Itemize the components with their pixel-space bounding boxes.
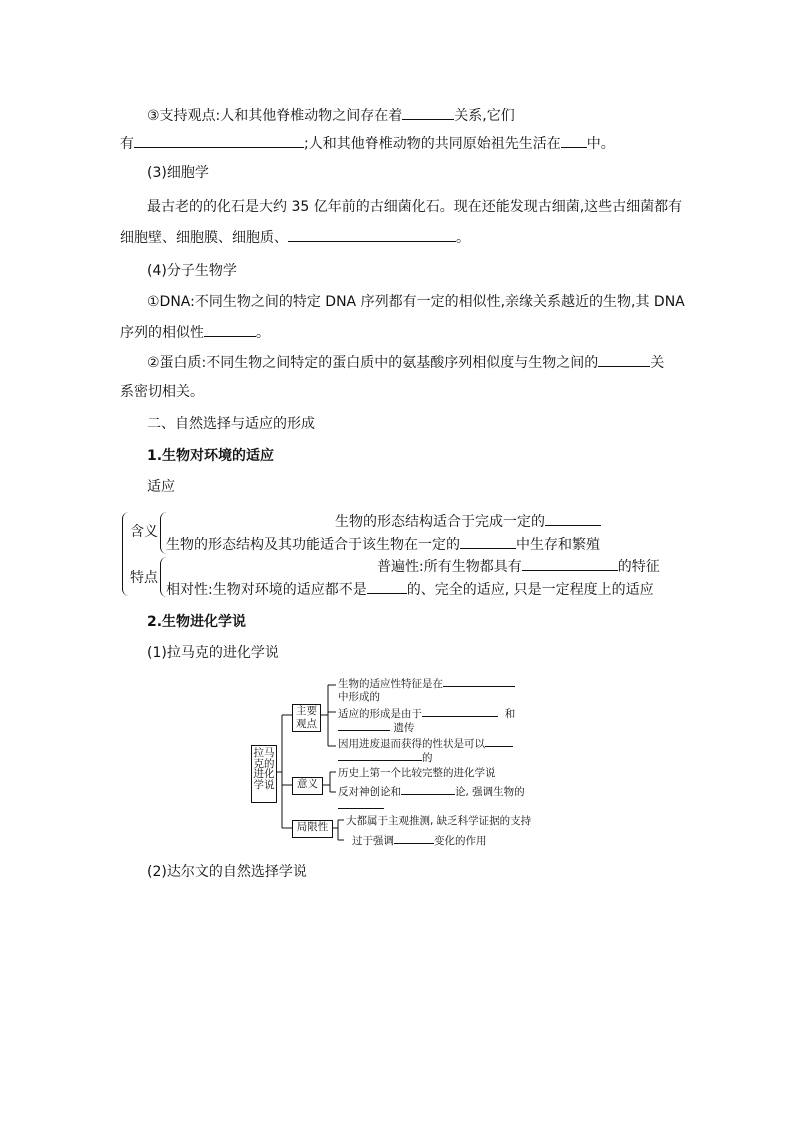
text: 细胞壁、细胞膜、细胞质、	[120, 230, 288, 246]
text: 遗传	[393, 722, 415, 734]
text: ②蛋白质:不同生物之间特定的蛋白质中的氨基酸序列相似度与生物之间的	[147, 355, 599, 371]
text: 。	[456, 230, 470, 246]
text: 的、完全的适应, 只是一定程度上的适应	[406, 582, 654, 598]
blank	[443, 676, 515, 687]
diagram-limitation-label: 局限性	[296, 821, 329, 833]
text: 反对神创论和	[338, 786, 401, 798]
blank	[460, 534, 516, 549]
main-item-1b: 中形成的	[338, 691, 380, 703]
diagram-significance-box	[292, 777, 323, 795]
sig-item-2	[338, 784, 525, 799]
lim-item-1: 大都属于主观推测, 缺乏科学证据的支持	[346, 815, 532, 827]
paragraph-dna-cont	[120, 322, 270, 343]
blank	[338, 750, 422, 761]
meaning-line-2	[166, 534, 600, 555]
text: 普遍性:所有生物都具有	[377, 559, 522, 575]
text: 过于强调	[352, 835, 394, 847]
text: 的	[422, 752, 433, 764]
label-meaning: 含义	[130, 524, 158, 540]
main-item-2b	[338, 720, 414, 735]
text: 有	[120, 136, 134, 152]
section-heading-2: 二、自然选择与适应的形成	[147, 416, 315, 432]
feature-line-2	[166, 579, 654, 600]
text: 适应的形成是由于	[338, 708, 422, 720]
main-item-3b	[338, 750, 433, 765]
text: 中生存和繁殖	[516, 537, 600, 553]
sig-item-1: 历史上第一个比较完整的进化学说	[338, 767, 496, 779]
blank	[561, 133, 587, 148]
text: 中。	[586, 136, 615, 152]
text: 生物的适应性特征是在	[338, 678, 443, 690]
main-item-3	[338, 736, 513, 751]
blank	[204, 322, 256, 337]
brace-outer	[122, 512, 129, 596]
paragraph-support-cont	[120, 133, 615, 154]
blank	[134, 133, 304, 148]
heading-molecular: (4)分子生物学	[147, 263, 237, 279]
blank	[394, 833, 434, 844]
blank	[545, 511, 601, 526]
meaning-line-1	[335, 511, 601, 532]
subheading-theories: 2.生物进化学说	[147, 614, 247, 630]
text: 关	[650, 355, 665, 371]
heading-cytology: (3)细胞学	[147, 165, 209, 181]
subheading-adaptation: 1.生物对环境的适应	[147, 448, 275, 464]
heading-lamarck: (1)拉马克的进化学说	[147, 645, 279, 661]
text: 论, 强调生物的	[455, 786, 525, 798]
blank	[422, 706, 498, 717]
lim-item-2	[352, 833, 487, 848]
paragraph-protein-cont: 系密切相关。	[120, 384, 204, 400]
blank	[367, 579, 407, 594]
diagram-main-label: 主要观点	[296, 705, 317, 730]
text: 因用进废退而获得的性状是可以	[338, 738, 485, 750]
diagram-root-box	[251, 745, 277, 803]
heading-darwin: (2)达尔文的自然选择学说	[147, 864, 307, 880]
diagram-significance-label: 意义	[297, 778, 318, 790]
main-item-2	[338, 706, 515, 721]
sig-item-2b	[338, 798, 384, 813]
blank	[288, 227, 456, 242]
text: 序列的相似性	[120, 325, 204, 341]
text: 生物的形态结构及其功能适合于该生物在一定的	[166, 537, 460, 553]
main-item-1	[338, 676, 515, 691]
blank	[401, 784, 455, 795]
text: 。	[256, 325, 270, 341]
label-adaptation: 适应	[147, 479, 175, 495]
paragraph-dna: ①DNA:不同生物之间的特定 DNA 序列都有一定的相似性,亲缘关系越近的生物,其 DNA	[147, 294, 685, 310]
text: 变化的作用	[434, 835, 487, 847]
blank	[402, 105, 454, 120]
paragraph-cytology-cont	[120, 227, 470, 248]
paragraph-protein	[147, 352, 664, 373]
blank	[598, 352, 650, 367]
text: 和	[504, 708, 516, 720]
paragraph-cytology: 最古老的的化石是大约 35 亿年前的古细菌化石。现在还能发现古细菌,这些古细菌都有	[147, 199, 683, 215]
text: 生物的形态结构适合于完成一定的	[335, 514, 545, 530]
text: 相对性:生物对环境的适应都不是	[166, 582, 367, 598]
paragraph-support	[147, 105, 515, 126]
text: ;人和其他脊椎动物的共同原始祖先生活在	[304, 136, 561, 152]
text: ③支持观点:人和其他脊椎动物之间存在着	[147, 108, 403, 124]
diagram-root-label: 拉马克的进化学说	[253, 747, 275, 791]
blank	[522, 556, 618, 571]
feature-line-1	[377, 556, 660, 577]
diagram-limitation-box	[292, 820, 333, 838]
blank	[338, 720, 390, 731]
blank	[338, 798, 384, 809]
label-feature: 特点	[130, 570, 158, 586]
diagram-main-box	[292, 704, 321, 732]
text: 关系,它们	[454, 108, 515, 124]
blank	[485, 736, 513, 747]
text: 的特征	[617, 559, 660, 575]
